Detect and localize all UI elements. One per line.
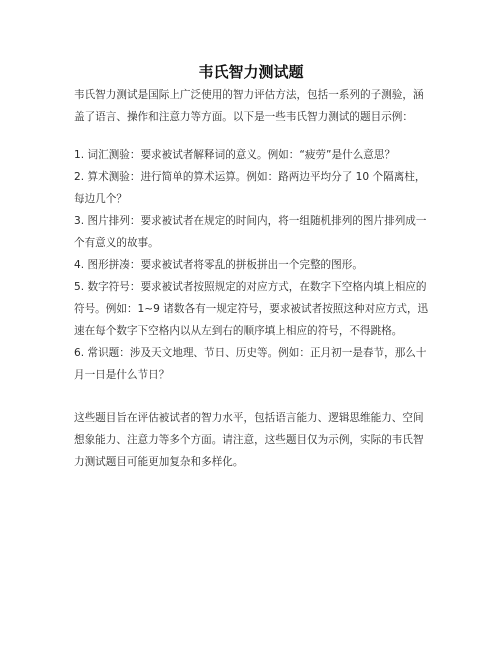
list-item: 4. 图形拼凑：要求被试者将零乱的拼板拼出一个完整的图形。 — [74, 259, 363, 271]
example-list — [74, 144, 434, 386]
list-item: 1. 词汇测验：要求被试者解释词的意义。例如：“疲劳”是什么意思？ — [74, 149, 396, 161]
list-item: 3. 图片排列：要求被试者在规定的时间内，将一组随机排列的图片排列成一个有意义的故事。 — [74, 215, 427, 249]
intro-paragraph: 韦氏智力测试是国际上广泛使用的智力评估方法，包括一系列的子测验，涵盖了语言、操作和注意力等方面。以下是一些韦氏智力测试的题目示例： — [74, 89, 424, 123]
document-title: 韦氏智力测试题 — [198, 63, 304, 81]
list-item: 2. 算术测验：进行简单的算术运算。例如：路两边平均分了 10 个隔离柱，每边几个？ — [74, 171, 426, 205]
list-item: 6. 常识题：涉及天文地理、节日、历史等。例如：正月初一是春节，那么十月一日是什么节日？ — [74, 347, 427, 381]
list-item: 5. 数字符号：要求被试者按照规定的对应方式，在数字下空格内填上相应的符号。例如：1~9 诸数各有一规定符号，要求被试者按照这种对应方式，迅速在每个数字下空格内以从左到右的顺序填上相应的符号，不得跳格。 — [74, 281, 429, 337]
document-body — [74, 84, 434, 473]
closing-paragraph: 这些题目旨在评估被试者的智力水平，包括语言能力、逻辑思维能力、空间想象能力、注意力等多个方面。请注意，这些题目仅为示例，实际的韦氏智力测试题目可能更加复杂和多样化。 — [74, 412, 424, 468]
